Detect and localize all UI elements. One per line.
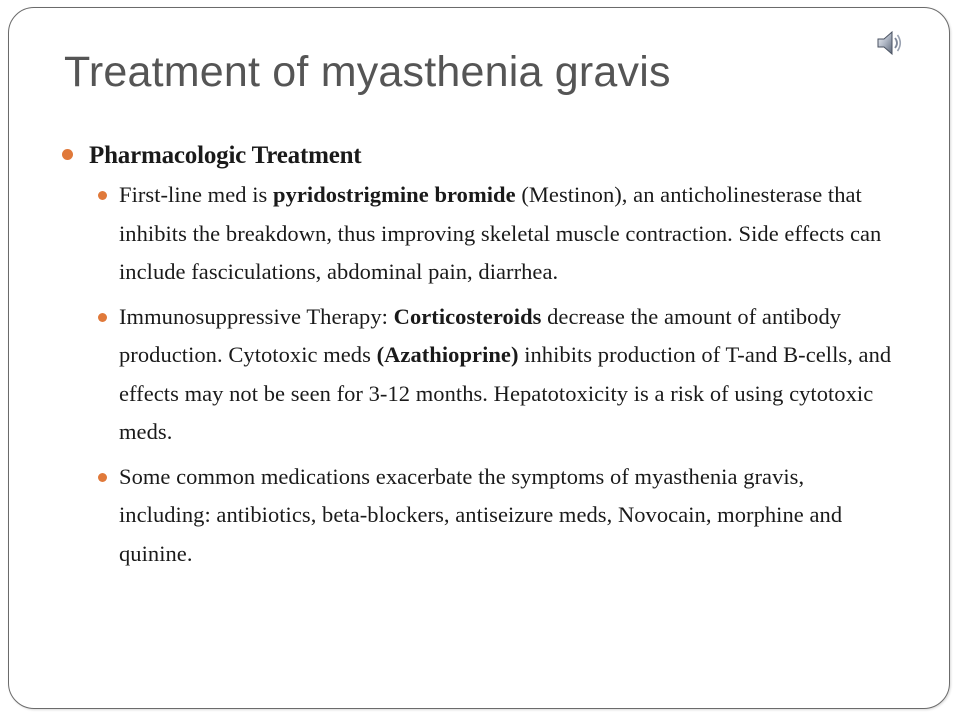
heading-text: Pharmacologic Treatment: [89, 142, 362, 169]
heading-pharmacologic: [62, 136, 892, 176]
bullet-bold-text: Corticosteroids: [393, 303, 542, 329]
bullet-marker: [62, 149, 73, 160]
bullet-text: Immunosuppressive Therapy:: [119, 303, 394, 329]
bullet-bold-text: (Azathioprine): [376, 342, 519, 367]
bullet-text: Some common medications exacerbate the symptoms of myasthenia gravis, including: antibiotics, beta-blockers, antiseizure meds, Novocain, morphine and quinine.: [119, 463, 843, 566]
bullet-bold-text: pyridostrigmine bromide: [273, 182, 516, 207]
bullet-exacerbating-meds: [62, 458, 892, 574]
bullet-immunosuppressive: [62, 298, 892, 452]
bullet-marker: [98, 473, 107, 482]
bullet-marker: [98, 191, 107, 200]
bullet-text: First-line med is: [119, 182, 274, 207]
bullet-marker: [98, 313, 107, 322]
bullet-text: (Mestinon), an anticholinesterase that inhibits the breakdown, thus improving skeletal muscle contraction. Side effects can include fasciculations, abdominal pain, diarrhea.: [119, 182, 882, 284]
speaker-icon[interactable]: [874, 28, 904, 58]
bullet-first-line: [62, 176, 892, 292]
bullet-text: decrease the amount of antibody production. Cytotoxic meds: [119, 303, 842, 367]
bullet-text: inhibits production of T-and B-cells, and effects may not be seen for 3-12 months. Hepatotoxicity is a risk of using cytotoxic meds.: [119, 342, 892, 444]
slide-title: Treatment of myasthenia gravis: [64, 48, 671, 96]
slide-content: [62, 136, 892, 573]
